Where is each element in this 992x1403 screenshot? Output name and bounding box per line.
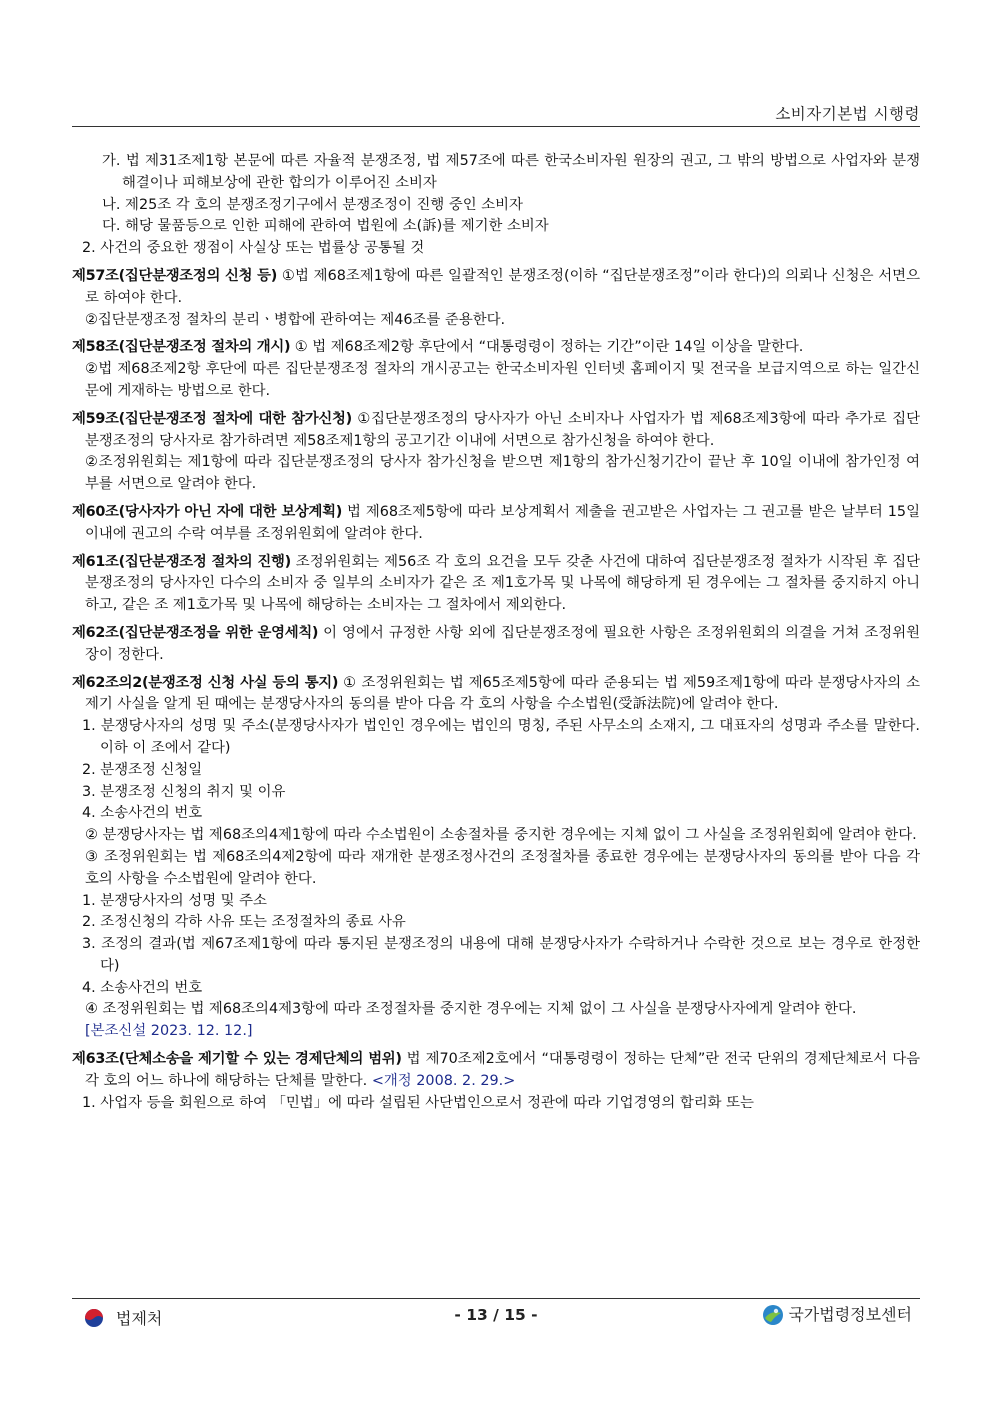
footer-agency: 법제처 <box>116 1309 163 1328</box>
article-62-title: 제62조(집단분쟁조정을 위한 운영세칙) <box>72 624 319 641</box>
article-62-2-title: 제62조의2(분쟁조정 신청 사실 등의 통지) <box>72 674 339 691</box>
article-59 <box>72 409 920 453</box>
article-62-2-item-b2: 2. 조정신청의 각하 사유 또는 조정절차의 종료 사유 <box>82 914 406 931</box>
article-62-2-body: ① 조정위원회는 법 제65조제5항에 따라 준용되는 법 제59조제1항에 따라 분쟁당사자의 소 제기 사실을 알게 된 때에는 분쟁당사자의 동의를 받아 다음 각 호의 사항을 수소법원(受訴法院)에 알려야 한다. <box>85 674 921 713</box>
article-63-body: 법 제70조제2호에서 “대통령령이 정하는 단체”란 전국 단위의 경제단체로서 다음 각 호의 어느 하나에 해당하는 단체를 말한다. <box>85 1051 920 1089</box>
article-62-body: 이 영에서 규정한 사항 외에 집단분쟁조정에 필요한 사항은 조정위원회의 의결을 거쳐 조정위원장이 정한다. <box>85 624 920 663</box>
article-59-para-2: ②조정위원회는 제1항에 따라 집단분쟁조정의 당사자 참가신청을 받으면 제1항의 참가신청기간이 끝난 후 10일 이내에 참가인정 여부를 서면으로 알려야 한다. <box>85 454 920 493</box>
article-57-para-2: ②집단분쟁조정 절차의 분리ㆍ병합에 관하여는 제46조를 준용한다. <box>85 311 506 328</box>
article-63 <box>72 1049 920 1093</box>
footer-center-name: 국가법령정보센터 <box>788 1305 912 1324</box>
article-62-2-para-2: ② 분쟁당사자는 법 제68조의4제1항에 따라 수소법원이 소송절차를 중지한 경우에는 지체 없이 그 사실을 조정위원회에 알려야 한다. <box>85 827 917 844</box>
list-item-da: 다. 해당 물품등으로 인한 피해에 관하여 법원에 소(訴)를 제기한 소비자 <box>102 218 549 235</box>
document-title: 소비자기본법 시행령 <box>775 105 920 123</box>
list-item-2: 2. 사건의 중요한 쟁점이 사실상 또는 법률상 공통될 것 <box>82 240 425 257</box>
article-57-title: 제57조(집단분쟁조정의 신청 등) <box>72 267 278 284</box>
article-57-body: ①법 제68조제1항에 따른 일괄적인 분쟁조정(이하 “집단분쟁조정”이라 한다)의 의뢰나 신청은 서면으로 하여야 한다. <box>85 267 920 306</box>
article-62-2-para-4: ④ 조정위원회는 법 제68조의4제3항에 따라 조정절차를 중지한 경우에는 지체 없이 그 사실을 분쟁당사자에게 알려야 한다. <box>85 1001 857 1018</box>
law-info-center-logo-icon <box>762 1304 782 1324</box>
article-62-2-item-4: 4. 소송사건의 번호 <box>82 805 203 822</box>
article-63-item-1: 1. 사업자 등을 회원으로 하여 「민법」에 따라 설립된 사단법인으로서 정관에 따라 기업경영의 합리화 또는 <box>82 1094 754 1111</box>
article-62-2-item-b1: 1. 분쟁당사자의 성명 및 주소 <box>82 892 267 909</box>
article-59-body: ①집단분쟁조정의 당사자가 아닌 소비자나 사업자가 법 제68조제3항에 따라 추가로 집단분쟁조정의 당사자로 참가하려면 제58조제1항의 공고기간 이내에 서면으로 참가신청을 하여야 한다. <box>85 410 920 449</box>
revision-note: <개정 2008. 2. 29.> <box>371 1072 516 1089</box>
article-62-2-item-b3: 3. 조정의 결과(법 제67조제1항에 따라 통지된 분쟁조정의 내용에 대해 분쟁당사자가 수락하거나 수락한 것으로 보는 경우로 한정한다) <box>82 936 920 974</box>
article-62-2-para-3: ③ 조정위원회는 법 제68조의4제2항에 따라 재개한 분쟁조정사건의 조정절차를 종료한 경우에는 분쟁당사자의 동의를 받아 다음 각 호의 사항을 수소법원에 알려야 한다. <box>85 848 920 887</box>
article-63-title: 제63조(단체소송을 제기할 수 있는 경제단체의 범위) <box>72 1051 402 1068</box>
article-58 <box>72 337 920 359</box>
article-61 <box>72 552 920 617</box>
header-divider <box>72 126 920 127</box>
article-58-para-2: ②법 제68조제2항 후단에 따른 집단분쟁조정 절차의 개시공고는 한국소비자원 인터넷 홈페이지 및 전국을 보급지역으로 하는 일간신문에 게재하는 방법으로 한다. <box>85 361 920 399</box>
article-61-title: 제61조(집단분쟁조정 절차의 진행) <box>72 553 291 570</box>
footer-divider <box>72 1298 920 1299</box>
article-62 <box>72 623 920 667</box>
article-59-title: 제59조(집단분쟁조정 절차에 대한 참가신청) <box>72 410 352 427</box>
amendment-note: [본조신설 2023. 12. 12.] <box>85 1023 253 1040</box>
article-62-2-item-2: 2. 분쟁조정 신청일 <box>82 761 203 778</box>
list-item-ga: 가. 법 제31조제1항 본문에 따른 자율적 분쟁조정, 법 제57조에 따른 한국소비자원 원장의 권고, 그 밖의 방법으로 사업자와 분쟁해결이나 피해보상에 관한 합의가 이루어진 소비자 <box>102 153 920 191</box>
article-62-2-item-b4: 4. 소송사건의 번호 <box>82 979 203 996</box>
page-number: - 13 / 15 - <box>454 1306 538 1324</box>
article-60-body: 법 제68조제5항에 따라 보상계획서 제출을 권고받은 사업자는 그 권고를 받은 날부터 15일 이내에 권고의 수락 여부를 조정위원회에 알려야 한다. <box>85 503 920 542</box>
document-body <box>72 151 920 1114</box>
article-62-2-item-1: 1. 분쟁당사자의 성명 및 주소(분쟁당사자가 법인인 경우에는 법인의 명칭, 주된 사무소의 소재지, 그 대표자의 성명과 주소를 말한다. 이하 이 조에서 같다) <box>82 718 920 756</box>
footer-right <box>762 1302 912 1325</box>
list-item-na: 나. 제25조 각 호의 분쟁조정기구에서 분쟁조정이 진행 중인 소비자 <box>102 196 523 213</box>
article-60-title: 제60조(당사자가 아닌 자에 대한 보상계획) <box>72 503 342 520</box>
article-60 <box>72 502 920 546</box>
article-58-body: ① 법 제68조제2항 후단에서 “대통령령이 정하는 기간”이란 14일 이상을 말한다. <box>290 339 804 356</box>
article-61-body: 조정위원회는 제56조 각 호의 요건을 모두 갖춘 사건에 대하여 집단분쟁조정 절차가 시작된 후 집단분쟁조정의 당사자인 다수의 소비자 중 일부의 소비자가 같은 조 제1호가목 및 나목에 해당하게 된 경우에는 그 절차를 중지하지 아니하고, 같은 조 제1호가목 및 나목에 해당하는 소비자는 그 절차에서 제외한다. <box>85 553 920 614</box>
article-57 <box>72 266 920 310</box>
article-58-title: 제58조(집단분쟁조정 절차의 개시) <box>72 339 291 356</box>
article-62-2 <box>72 673 920 717</box>
article-62-2-item-3: 3. 분쟁조정 신청의 취지 및 이유 <box>82 783 286 800</box>
